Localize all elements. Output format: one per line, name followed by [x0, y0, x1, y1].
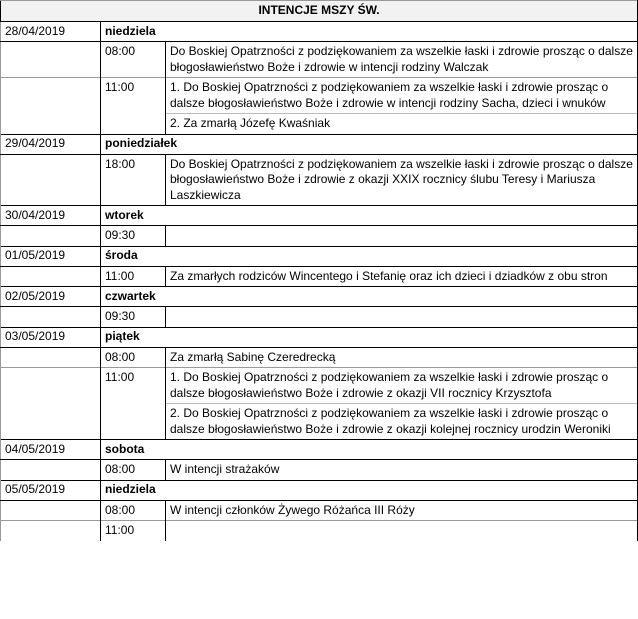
date-row: [1, 206, 638, 226]
page-title: INTENCJE MSZY ŚW.: [1, 1, 638, 22]
mass-time-cell: 08:00: [101, 460, 166, 481]
day-name-cell: piątek: [101, 327, 638, 347]
date-cell: 02/05/2019: [1, 287, 101, 307]
intention-text: Do Boskiej Opatrzności z podziękowaniem za wszelkie łaski i zdrowie prosząc o dalsze błogosławieństwo Boże i zdrowie w intencji rodziny Walczak: [170, 44, 633, 74]
intention-cell: [166, 460, 638, 481]
intention-cell: [166, 368, 638, 440]
mass-time-cell: 09:30: [101, 307, 166, 328]
mass-row: [1, 42, 638, 78]
mass-time-cell: 11:00: [101, 266, 166, 287]
mass-time-cell: 08:00: [101, 42, 166, 78]
empty-date-cell: [1, 521, 101, 541]
mass-row: [1, 266, 638, 287]
empty-date-cell: [1, 347, 101, 368]
day-name-cell: niedziela: [101, 480, 638, 500]
mass-row: [1, 78, 638, 135]
day-name-cell: niedziela: [101, 22, 638, 42]
intention-text: [170, 523, 633, 539]
date-cell: 28/04/2019: [1, 22, 101, 42]
intention-cell: [166, 521, 638, 541]
intention-text: 2. Za zmarłą Józefę Kwaśniak: [166, 113, 637, 132]
intention-cell: [166, 347, 638, 368]
empty-date-cell: [1, 266, 101, 287]
date-row: [1, 22, 638, 42]
day-name-cell: wtorek: [101, 206, 638, 226]
mass-row: [1, 368, 638, 440]
mass-time-cell: 11:00: [101, 78, 166, 135]
empty-date-cell: [1, 78, 101, 135]
intention-cell: [166, 154, 638, 206]
mass-time-cell: 09:30: [101, 226, 166, 247]
mass-time-cell: 18:00: [101, 154, 166, 206]
date-cell: 30/04/2019: [1, 206, 101, 226]
intention-cell: [166, 42, 638, 78]
mass-row: [1, 226, 638, 247]
table-body: [1, 1, 638, 541]
date-row: [1, 440, 638, 460]
day-name-cell: sobota: [101, 440, 638, 460]
intention-text: [170, 309, 633, 325]
date-cell: 01/05/2019: [1, 246, 101, 266]
day-name-cell: czwartek: [101, 287, 638, 307]
empty-date-cell: [1, 42, 101, 78]
date-row: [1, 287, 638, 307]
date-cell: 05/05/2019: [1, 480, 101, 500]
mass-row: [1, 154, 638, 206]
mass-time-cell: 11:00: [101, 368, 166, 440]
mass-row: [1, 460, 638, 481]
empty-date-cell: [1, 368, 101, 440]
mass-row: [1, 307, 638, 328]
empty-date-cell: [1, 460, 101, 481]
date-row: [1, 134, 638, 154]
mass-time-cell: 08:00: [101, 500, 166, 521]
intention-cell: [166, 226, 638, 247]
day-name-cell: poniedziałek: [101, 134, 638, 154]
date-cell: 04/05/2019: [1, 440, 101, 460]
empty-date-cell: [1, 500, 101, 521]
date-cell: 03/05/2019: [1, 327, 101, 347]
empty-date-cell: [1, 307, 101, 328]
mass-row: [1, 521, 638, 541]
mass-time-cell: 11:00: [101, 521, 166, 541]
intention-cell: [166, 266, 638, 287]
intention-text: 1. Do Boskiej Opatrzności z podziękowaniem za wszelkie łaski i zdrowie prosząc o dalsze błogosławieństwo Boże i zdrowie z okazji VII rocznicy Krzysztofa: [170, 370, 609, 400]
date-row: [1, 480, 638, 500]
intention-text: Za zmarłych rodziców Wincentego i Stefanię oraz ich dzieci i dziadków z obu stron: [170, 268, 608, 283]
intention-text: Do Boskiej Opatrzności z podziękowaniem za wszelkie łaski i zdrowie prosząc o dalsze błogosławieństwo Boże i zdrowie z okazji XXIX rocznicy ślubu Teresy i Mariusza Laszkiewicza: [170, 156, 633, 202]
intention-text: Za zmarłą Sabinę Czeredrecką: [170, 349, 336, 364]
title-row: [1, 1, 638, 22]
intention-text: W intencji strażaków: [170, 462, 280, 476]
day-name-cell: środa: [101, 246, 638, 266]
intention-cell: [166, 500, 638, 521]
mass-row: [1, 500, 638, 521]
mass-row: [1, 347, 638, 368]
intention-text: 2. Do Boskiej Opatrzności z podziękowaniem za wszelkie łaski i zdrowie prosząc o dalsze błogosławieństwo Boże i zdrowie z okazji kolejnej rocznicy urodzin Weroniki: [166, 403, 637, 437]
empty-date-cell: [1, 154, 101, 206]
empty-date-cell: [1, 226, 101, 247]
intention-text: W intencji członków Żywego Różańca III Róży: [170, 502, 415, 517]
date-row: [1, 246, 638, 266]
intention-text: [170, 228, 633, 244]
intention-text: 1. Do Boskiej Opatrzności z podziękowaniem za wszelkie łaski i zdrowie prosząc o dalsze błogosławieństwo Boże i zdrowie w intencji rodziny Sacha, dzieci i wnuków: [170, 80, 609, 110]
mass-time-cell: 08:00: [101, 347, 166, 368]
intention-cell: [166, 307, 638, 328]
date-row: [1, 327, 638, 347]
intention-cell: [166, 78, 638, 135]
date-cell: 29/04/2019: [1, 134, 101, 154]
